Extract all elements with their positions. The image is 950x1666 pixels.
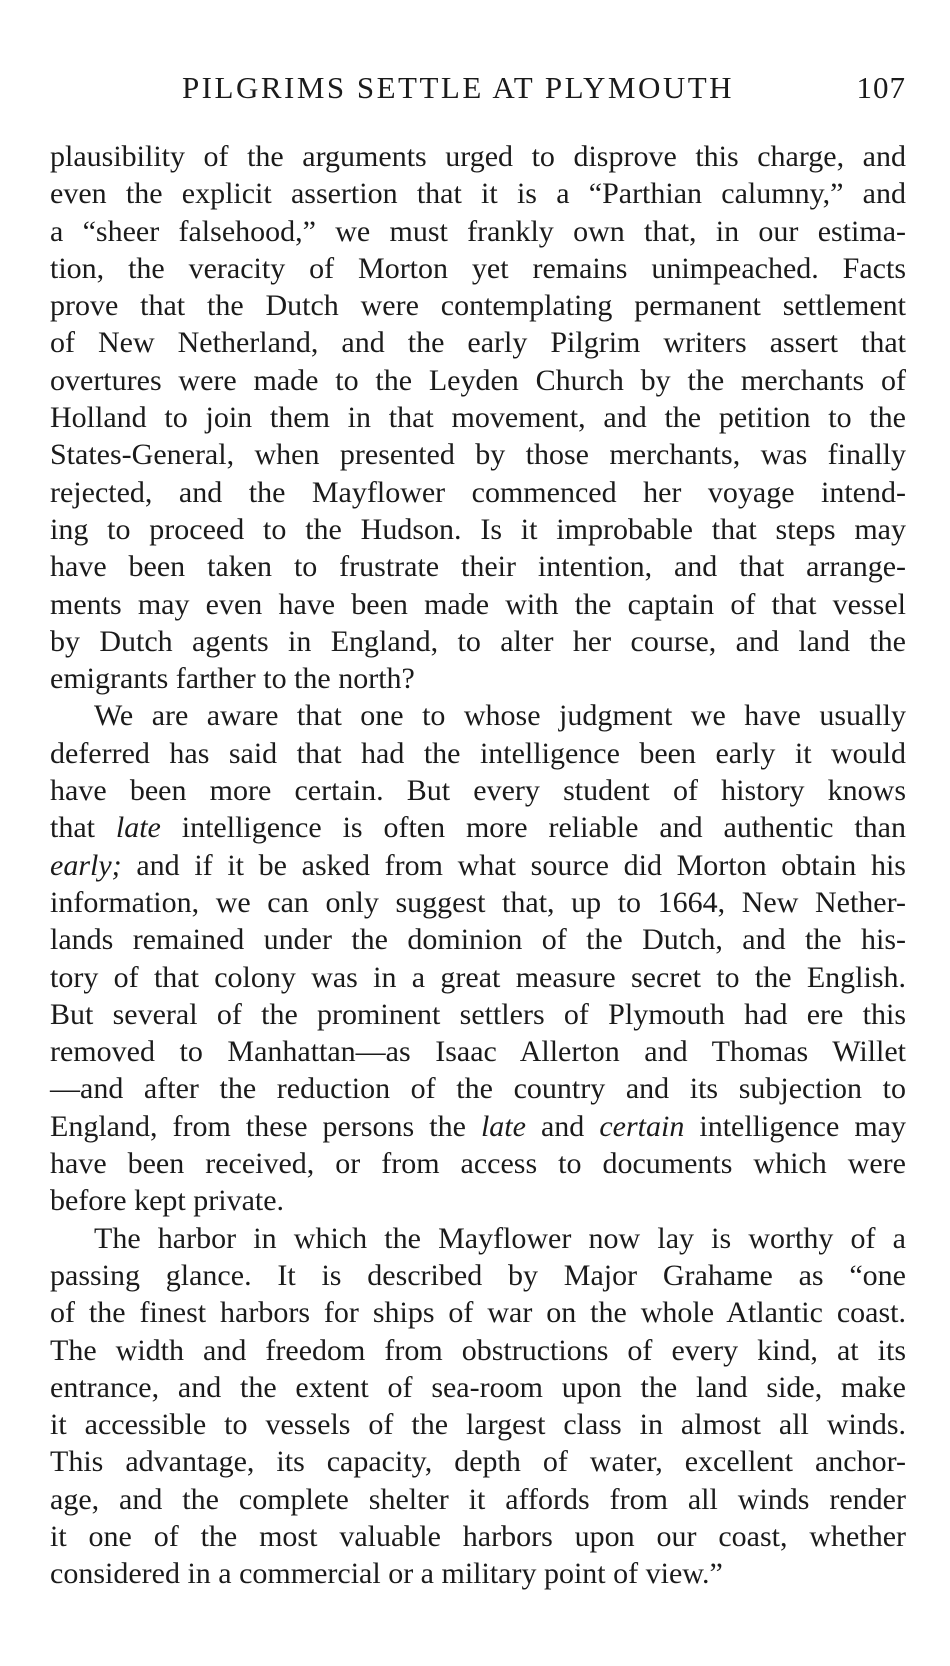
text-line: a “sheer falsehood,” we must frankly own that, in our estima- [50,214,906,248]
text-line: The width and freedom from obstructions of every kind, at its [50,1333,906,1367]
text-line: The harbor in which the Mayflower now lay is worthy of a [94,1221,906,1255]
text-line: passing glance. It is described by Major Grahame as “one [50,1258,906,1292]
paragraph [50,138,906,697]
text-line: considered in a commercial or a military point of view.” [50,1557,723,1591]
text-line: it accessible to vessels of the largest class in almost all winds. [50,1408,906,1442]
text-line: by Dutch agents in England, to alter her course, and land the [50,624,906,658]
text-line: States-General, when presented by those merchants, was finally [50,438,906,472]
text-line: information, we can only suggest that, up to 1664, New Nether- [50,885,906,919]
text-line: have been more certain. But every student of history knows [50,774,906,808]
text-line: deferred has said that had the intelligence been early it would [50,736,906,770]
running-title: PILGRIMS SETTLE AT PLYMOUTH [181,70,735,105]
paragraph [50,1220,906,1593]
text-line: prove that the Dutch were contemplating permanent settlement [50,289,906,323]
text-line: Holland to join them in that movement, and the petition to the [50,401,906,435]
text-line: even the explicit assertion that it is a “Parthian calumny,” and [50,177,906,211]
running-head [50,70,906,116]
text-line: —and after the reduction of the country and its subjection to [50,1072,906,1106]
paragraph [50,697,906,1219]
text-line: But several of the prominent settlers of Plymouth had ere this [50,997,906,1031]
text-line: tion, the veracity of Morton yet remains unimpeached. Facts [50,251,906,285]
text-line: have been received, or from access to documents which were [50,1147,906,1181]
text-line: removed to Manhattan—as Isaac Allerton and Thomas Willet [50,1035,906,1069]
text-line: have been taken to frustrate their intention, and that arrange- [50,550,906,584]
body-text [50,138,906,1593]
text-line: overtures were made to the Leyden Church by the merchants of [50,363,906,397]
text-line: We are aware that one to whose judgment we have usually [94,699,906,733]
text-line: entrance, and the extent of sea-room upon the land side, make [50,1370,906,1404]
text-line: ments may even have been made with the captain of that vessel [50,587,906,621]
text-line: tory of that colony was in a great measure secret to the English. [50,960,906,994]
text-line: before kept private. [50,1184,285,1218]
text-line: early; and if it be asked from what source did Morton obtain his [50,848,906,882]
text-line: lands remained under the dominion of the Dutch, and the his- [50,923,906,957]
page-number: 107 [856,70,906,105]
text-line: ing to proceed to the Hudson. Is it improbable that steps may [50,512,906,546]
text-line: that late intelligence is often more reliable and authentic than [50,811,906,845]
text-line: plausibility of the arguments urged to disprove this charge, and [50,140,906,173]
text-line: of New Netherland, and the early Pilgrim writers assert that [50,326,906,360]
book-page [50,70,906,1593]
text-line: This advantage, its capacity, depth of water, excellent anchor- [50,1445,906,1479]
text-line: it one of the most valuable harbors upon our coast, whether [50,1519,906,1553]
text-line: emigrants farther to the north? [50,662,415,696]
text-line: England, from these persons the late and certain intelligence may [50,1109,906,1143]
text-line: of the finest harbors for ships of war on the whole Atlantic coast. [50,1296,906,1330]
text-line: age, and the complete shelter it affords from all winds render [50,1482,906,1516]
text-line: rejected, and the Mayflower commenced her voyage intend- [50,475,906,509]
